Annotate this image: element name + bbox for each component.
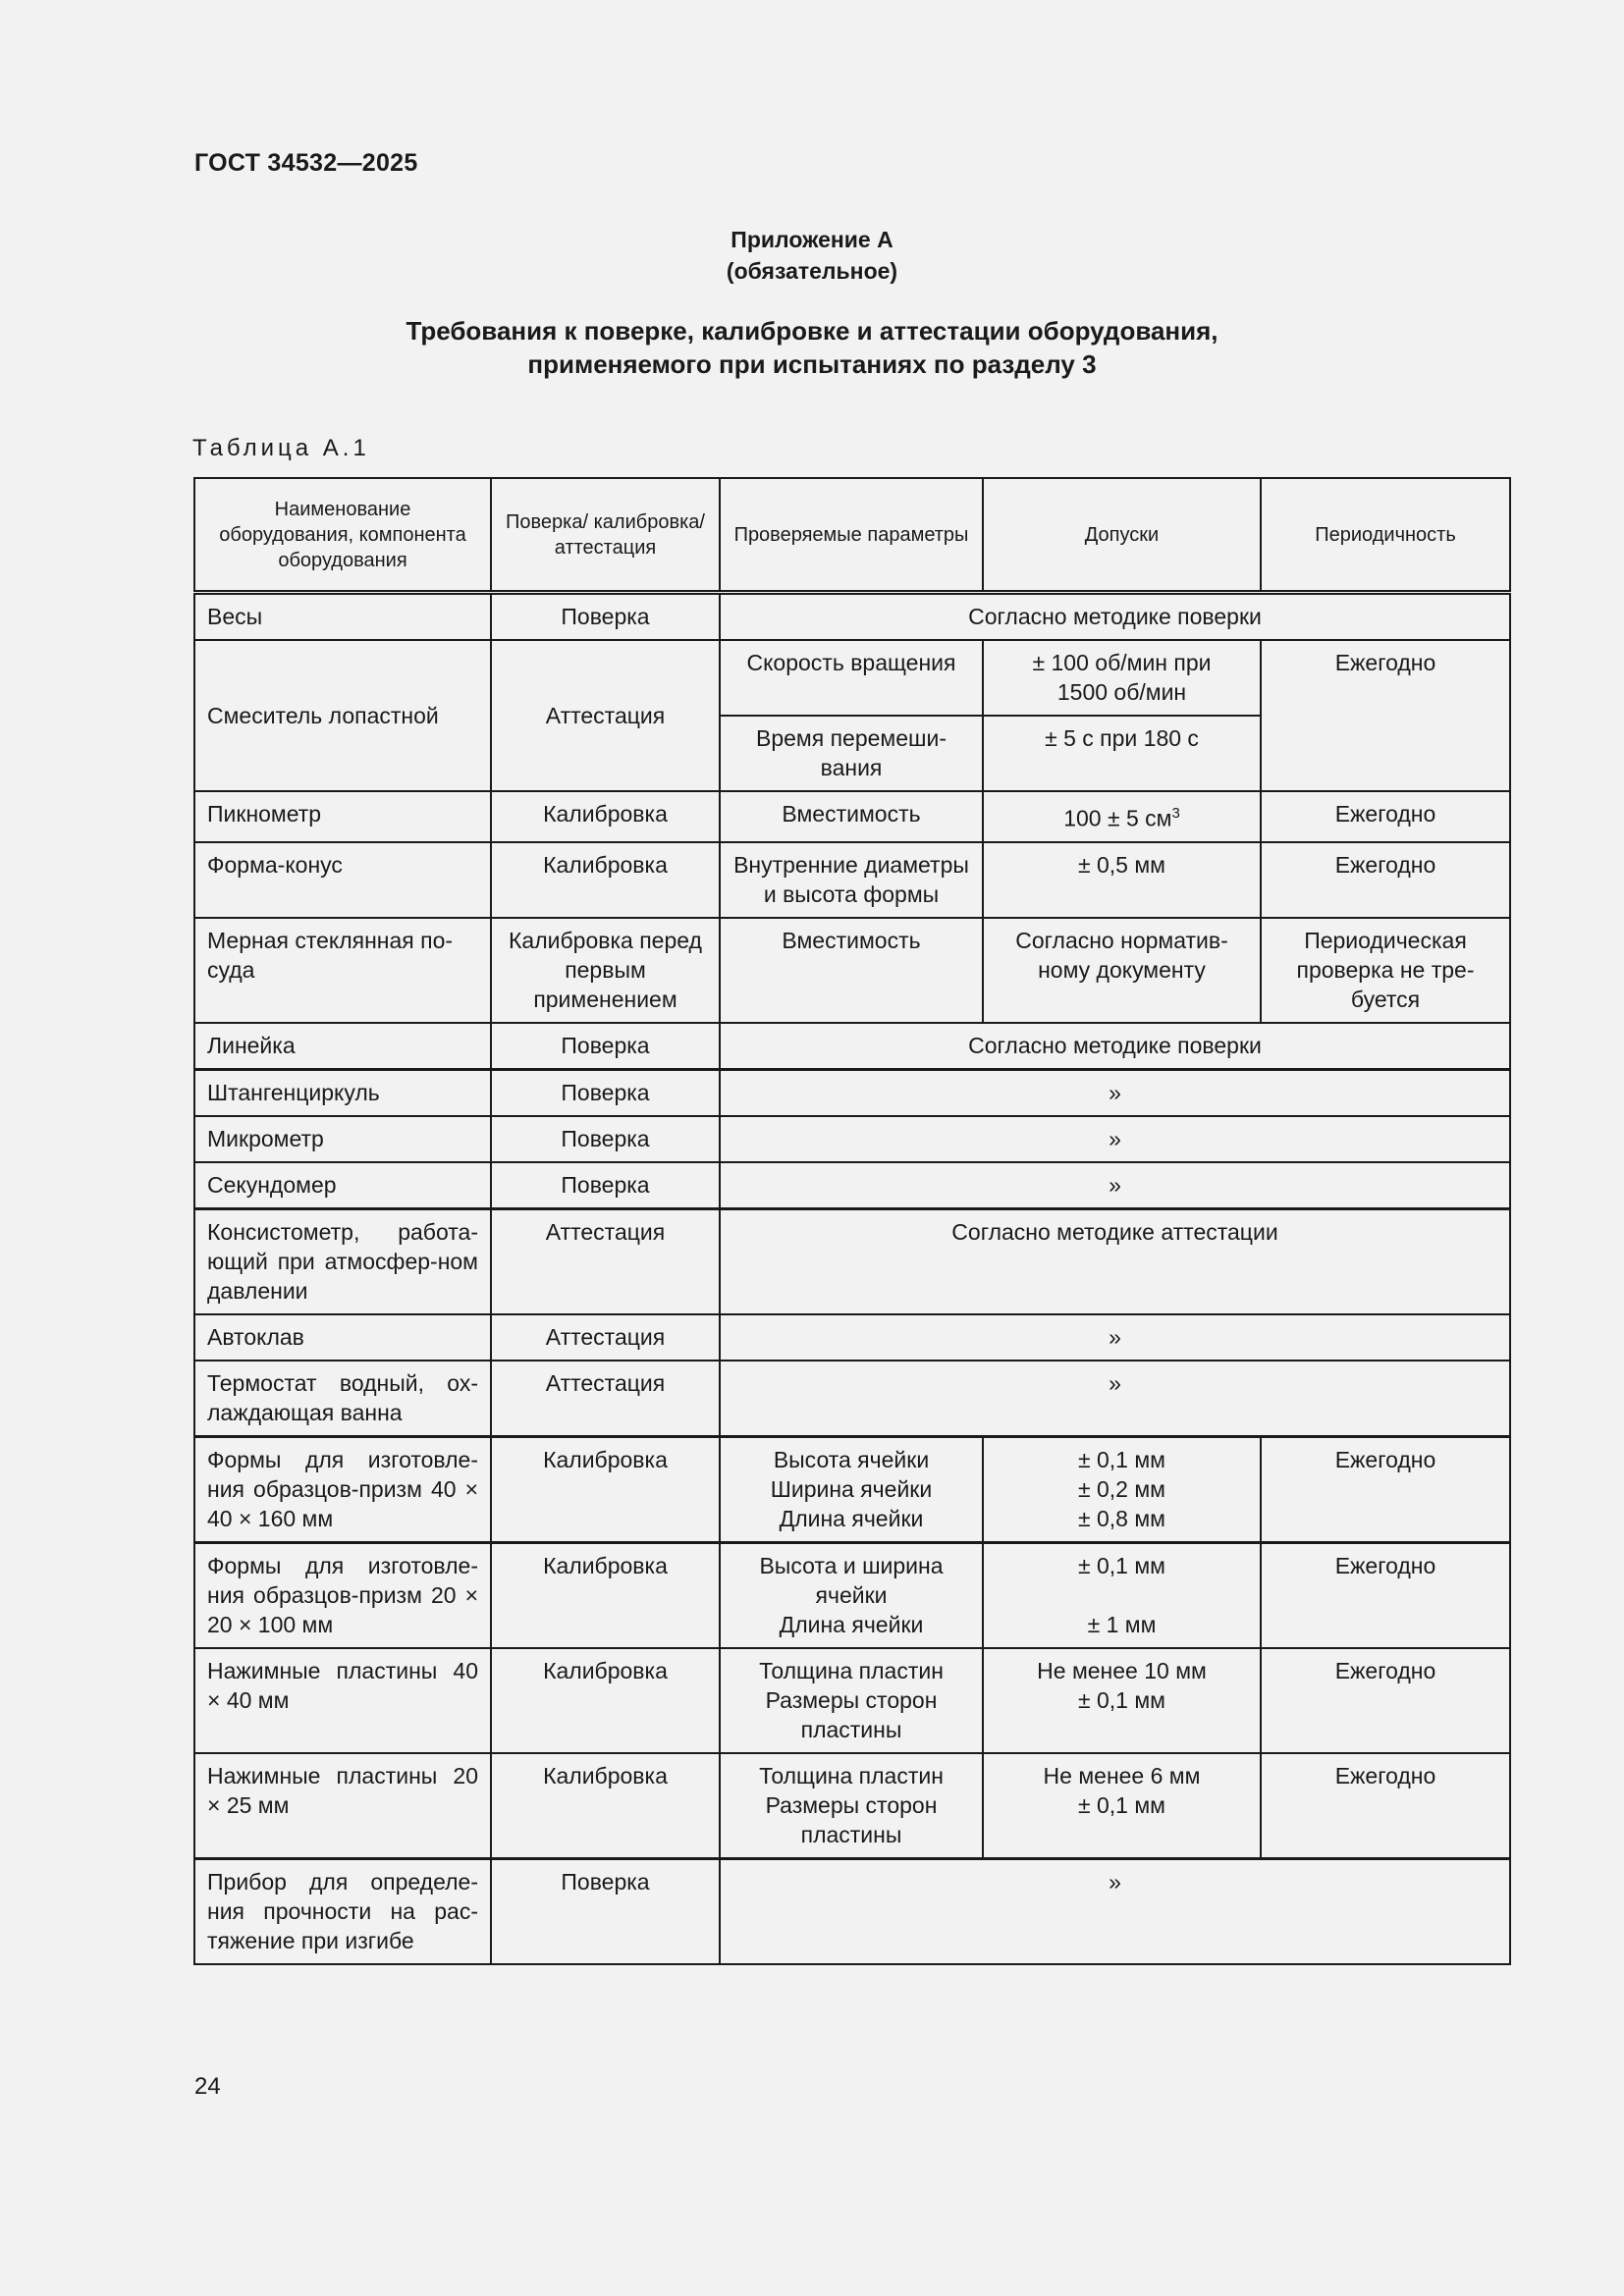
tolerances	[983, 1648, 1261, 1753]
check-type: Аттестация	[491, 640, 720, 791]
appendix-heading	[0, 224, 1624, 287]
appendix-label: Приложение А	[731, 227, 893, 252]
table-row	[194, 1314, 1510, 1361]
table-row	[194, 1361, 1510, 1437]
parameter: Толщина пластин	[759, 1762, 944, 1789]
method-reference: »	[720, 1162, 1510, 1209]
appendix-status: (обязательное)	[726, 258, 898, 284]
periodicity: Ежегодно	[1261, 842, 1510, 918]
table-row	[194, 1069, 1510, 1116]
tolerance: ± 0,1 мм	[1077, 1552, 1165, 1578]
table-row	[194, 640, 1510, 716]
method-reference: »	[720, 1314, 1510, 1361]
table-caption: Таблица А.1	[192, 435, 370, 461]
check-type: Калибровка	[491, 1436, 720, 1542]
column-header-equipment: Наименование оборудования, компонента оборудования	[194, 478, 491, 593]
parameter: Длина ячейки	[779, 1611, 924, 1637]
tolerance	[983, 791, 1261, 842]
tolerance: ± 0,5 мм	[983, 842, 1261, 918]
table-row	[194, 1858, 1510, 1964]
equipment-name: Линейка	[194, 1023, 491, 1070]
equipment-name: Смеситель лопастной	[194, 640, 491, 791]
check-type: Аттестация	[491, 1314, 720, 1361]
periodicity: Ежегодно	[1261, 1648, 1510, 1753]
table-row	[194, 1753, 1510, 1859]
tolerance-unit-exponent: 3	[1171, 805, 1180, 822]
equipment-name: Автоклав	[194, 1314, 491, 1361]
check-type: Аттестация	[491, 1208, 720, 1314]
check-type: Калибровка	[491, 791, 720, 842]
check-type: Калибровка перед первым применением	[491, 918, 720, 1023]
check-type: Поверка	[491, 1162, 720, 1209]
tolerances	[983, 1436, 1261, 1542]
check-type: Калибровка	[491, 1753, 720, 1859]
parameter: Ширина ячейки	[770, 1475, 933, 1502]
periodicity: Ежегодно	[1261, 640, 1510, 791]
tolerance: ± 1 мм	[1087, 1611, 1157, 1637]
equipment-name: Термостат водный, ох-лаждающая ванна	[194, 1361, 491, 1437]
equipment-name: Нажимные пластины 20 × 25 мм	[194, 1753, 491, 1859]
periodicity: Ежегодно	[1261, 1753, 1510, 1859]
tolerance-value: 100 ± 5 см	[1063, 805, 1172, 831]
column-header-periodicity: Периодичность	[1261, 478, 1510, 593]
method-reference: »	[720, 1116, 1510, 1162]
method-reference: »	[720, 1361, 1510, 1437]
table-row	[194, 1116, 1510, 1162]
check-type: Калибровка	[491, 842, 720, 918]
equipment-name: Форма-конус	[194, 842, 491, 918]
parameters	[720, 1753, 983, 1859]
table-row	[194, 791, 1510, 842]
periodicity: Ежегодно	[1261, 1436, 1510, 1542]
table-row	[194, 1023, 1510, 1070]
parameter: Скорость вращения	[720, 640, 983, 716]
equipment-name: Формы для изготовле-ния образцов-призм 40 × 40 × 160 мм	[194, 1436, 491, 1542]
periodicity: Ежегодно	[1261, 1542, 1510, 1648]
table-row	[194, 842, 1510, 918]
parameters	[720, 1542, 983, 1648]
table-row	[194, 1542, 1510, 1648]
parameter: Вместимость	[720, 918, 983, 1023]
equipment-name: Пикнометр	[194, 791, 491, 842]
parameter: Толщина пластин	[759, 1657, 944, 1683]
parameters	[720, 1648, 983, 1753]
parameter: Длина ячейки	[779, 1505, 924, 1531]
equipment-requirements-table	[193, 477, 1511, 1965]
tolerance: ± 5 с при 180 с	[983, 716, 1261, 791]
column-header-check-type: Поверка/ калибровка/ аттестация	[491, 478, 720, 593]
tolerance: ± 0,1 мм	[1077, 1791, 1165, 1818]
table-row	[194, 1436, 1510, 1542]
equipment-name: Штангенциркуль	[194, 1069, 491, 1116]
column-header-tolerances: Допуски	[983, 478, 1261, 593]
method-reference: »	[720, 1069, 1510, 1116]
periodicity: Ежегодно	[1261, 791, 1510, 842]
parameters	[720, 1436, 983, 1542]
check-type: Поверка	[491, 1023, 720, 1070]
method-reference: Согласно методике аттестации	[720, 1208, 1510, 1314]
check-type: Аттестация	[491, 1361, 720, 1437]
table-row	[194, 1648, 1510, 1753]
appendix-title-line-1: Требования к поверке, калибровке и аттестации оборудования,	[406, 316, 1218, 346]
check-type: Поверка	[491, 593, 720, 641]
method-reference: »	[720, 1858, 1510, 1964]
table-header-row	[194, 478, 1510, 593]
tolerance: ± 0,1 мм	[1077, 1446, 1165, 1472]
check-type: Калибровка	[491, 1648, 720, 1753]
equipment-name: Секундомер	[194, 1162, 491, 1209]
tolerance: ± 0,8 мм	[1077, 1505, 1165, 1531]
page-number: 24	[194, 2073, 221, 2100]
parameter: Внутренние диаметры и высота формы	[720, 842, 983, 918]
parameter: Время перемеши-вания	[720, 716, 983, 791]
equipment-name: Мерная стеклянная по-суда	[194, 918, 491, 1023]
periodicity: Периодическая проверка не тре-буется	[1261, 918, 1510, 1023]
method-reference: Согласно методике поверки	[720, 593, 1510, 641]
column-header-parameters: Проверяемые параметры	[720, 478, 983, 593]
tolerance: ± 0,2 мм	[1077, 1475, 1165, 1502]
tolerance: Согласно норматив-ному документу	[983, 918, 1261, 1023]
table-row	[194, 1162, 1510, 1209]
equipment-name: Нажимные пластины 40 × 40 мм	[194, 1648, 491, 1753]
tolerances	[983, 1542, 1261, 1648]
parameter: Размеры сторон пластины	[765, 1791, 938, 1847]
equipment-name: Прибор для определе-ния прочности на рас-тяжение при изгибе	[194, 1858, 491, 1964]
check-type: Поверка	[491, 1858, 720, 1964]
appendix-title	[0, 314, 1624, 381]
table-row	[194, 918, 1510, 1023]
equipment-name: Формы для изготовле-ния образцов-призм 20 × 20 × 100 мм	[194, 1542, 491, 1648]
table-row	[194, 593, 1510, 641]
parameter: Высота ячейки	[773, 1446, 930, 1472]
tolerance: ± 0,1 мм	[1077, 1686, 1165, 1713]
equipment-name: Микрометр	[194, 1116, 491, 1162]
tolerances	[983, 1753, 1261, 1859]
tolerance: Не менее 6 мм	[1043, 1762, 1201, 1789]
tolerance: Не менее 10 мм	[1037, 1657, 1207, 1683]
appendix-title-line-2: применяемого при испытаниях по разделу 3	[527, 349, 1097, 379]
document-code: ГОСТ 34532—2025	[194, 149, 418, 177]
equipment-name: Весы	[194, 593, 491, 641]
parameter: Высота и ширина ячейки	[759, 1552, 944, 1608]
method-reference: Согласно методике поверки	[720, 1023, 1510, 1070]
table-row	[194, 1208, 1510, 1314]
check-type: Поверка	[491, 1069, 720, 1116]
check-type: Калибровка	[491, 1542, 720, 1648]
parameter: Вместимость	[720, 791, 983, 842]
equipment-name: Консистометр, работа-ющий при атмосфер-ном давлении	[194, 1208, 491, 1314]
tolerance: ± 100 об/мин при 1500 об/мин	[983, 640, 1261, 716]
parameter: Размеры сторон пластины	[765, 1686, 938, 1742]
check-type: Поверка	[491, 1116, 720, 1162]
